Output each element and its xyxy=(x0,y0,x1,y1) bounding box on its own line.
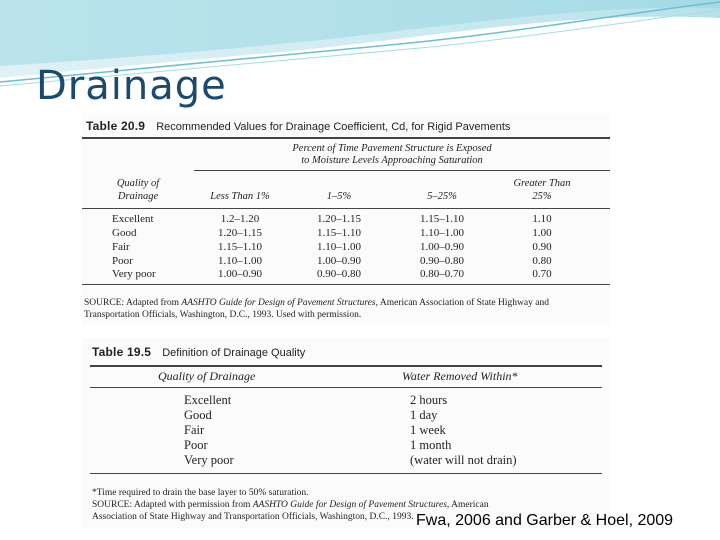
table1-cell: 1.10–1.00 xyxy=(420,227,464,239)
table1-cell: 1.15–1.10 xyxy=(218,241,262,253)
table1-bottom-rule xyxy=(82,284,610,285)
table1-source-post: American Association of State Highway and xyxy=(379,298,549,308)
table1-cell: 1.15–1.10 xyxy=(420,213,464,225)
table2-footnote: *Time required to drain the base layer to 50% saturation. xyxy=(92,488,309,498)
table-20-9-image xyxy=(82,113,610,325)
table2-source-label: SOURCE: xyxy=(92,500,133,510)
table1-row-quality: Fair xyxy=(112,241,130,253)
table1-cell: 1.00 xyxy=(532,227,552,239)
table1-col-header: Less Than 1% xyxy=(210,191,270,202)
table1-cell: 1.00–0.90 xyxy=(317,255,361,267)
table2-row-time: (water will not drain) xyxy=(410,453,517,467)
table2-row-time: 2 hours xyxy=(410,393,448,407)
table1-source-title: AASHTO Guide for Design of Pavement Structures, xyxy=(181,298,378,308)
slide-title: Drainage xyxy=(36,63,227,109)
table2-row-quality: Good xyxy=(184,408,212,422)
table1-cell: 1.00–0.90 xyxy=(218,268,262,280)
table2-row-time: 1 day xyxy=(410,408,438,422)
table1-source-line1 xyxy=(84,298,549,309)
table2-row-quality: Excellent xyxy=(184,393,232,407)
table2-col2-header: Water Removed Within* xyxy=(402,369,518,383)
table2-heading xyxy=(92,345,305,359)
table1-caption: Recommended Values for Drainage Coefficient, Cd, for Rigid Pavements xyxy=(156,121,511,133)
table1-row-quality: Very poor xyxy=(112,268,156,280)
table1-spanner-line1: Percent of Time Pavement Structure is Exposed xyxy=(292,143,492,154)
table1-heading xyxy=(86,119,510,133)
table1-cell: 0.90–0.80 xyxy=(317,268,361,280)
table1-spanner-rule xyxy=(194,170,610,171)
table1-cell: 1.10–1.00 xyxy=(317,241,361,253)
table1-row-header-line1: Quality of xyxy=(116,178,160,189)
table2-source-post: American xyxy=(451,500,489,510)
table1-cell: 1.10–1.00 xyxy=(218,255,262,267)
table1-source-line2: Transportation Officials, Washington, D.C., 1993. Used with permission. xyxy=(84,310,362,320)
table1-cell: 1.15–1.10 xyxy=(317,227,361,239)
citation-text: Fwa, 2006 and Garber & Hoel, 2009 xyxy=(416,512,674,529)
table2-row-quality: Poor xyxy=(184,438,208,452)
table1-col-header-last-line2: 25% xyxy=(532,191,552,202)
table1-top-rule xyxy=(82,137,610,139)
table1-number: Table 20.9 xyxy=(86,119,146,133)
table2-source-title: AASHTO Guide for Design of Pavement Structures, xyxy=(252,500,450,510)
table2-bottom-rule xyxy=(90,473,602,474)
table2-row-time: 1 week xyxy=(410,423,446,437)
table2-top-rule xyxy=(90,365,602,367)
table1-spanner-line2: to Moisture Levels Approaching Saturation xyxy=(301,155,483,166)
table1-cell: 1.20–1.15 xyxy=(317,213,361,225)
table2-caption: Definition of Drainage Quality xyxy=(162,347,306,359)
table1-row-header-line2: Drainage xyxy=(117,191,159,202)
table2-row-quality: Very poor xyxy=(184,453,234,467)
table1-row-quality: Poor xyxy=(112,255,133,267)
table-19-5-image xyxy=(82,338,610,528)
table1-cell: 0.80–0.70 xyxy=(420,268,464,280)
table1-col-header: 5–25% xyxy=(427,191,457,202)
table1-cell: 1.2–1.20 xyxy=(220,213,260,225)
table1-col-header: 1–5% xyxy=(326,191,352,202)
table1-row-quality: Good xyxy=(112,227,137,239)
table2-source-line1 xyxy=(92,500,489,511)
table1-col-header-last-line1: Greater Than xyxy=(513,178,571,189)
table1-cell: 0.70 xyxy=(532,268,552,280)
table1-cell: 1.00–0.90 xyxy=(420,241,464,253)
table1-cell: 0.90 xyxy=(532,241,552,253)
table1-cell: 1.20–1.15 xyxy=(218,227,262,239)
table1-cell: 0.90–0.80 xyxy=(420,255,464,267)
table2-row-time: 1 month xyxy=(410,438,452,452)
table1-header-rule xyxy=(82,208,610,209)
table2-source-line2: Association of State Highway and Transportation Officials, Washington, D.C., 1993. xyxy=(92,512,414,522)
table1-source-label: SOURCE: xyxy=(84,298,125,308)
table2-header-rule xyxy=(90,387,602,388)
table1-cell: 1.10 xyxy=(532,213,552,225)
table2-number: Table 19.5 xyxy=(92,345,152,359)
table2-row-quality: Fair xyxy=(184,423,205,437)
table1-row-quality: Excellent xyxy=(112,213,154,225)
table1-cell: 0.80 xyxy=(532,255,552,267)
table2-source-pre: Adapted with permission from xyxy=(133,500,251,510)
table1-source-pre: Adapted from xyxy=(125,298,180,308)
table2-col1-header: Quality of Drainage xyxy=(158,369,256,383)
